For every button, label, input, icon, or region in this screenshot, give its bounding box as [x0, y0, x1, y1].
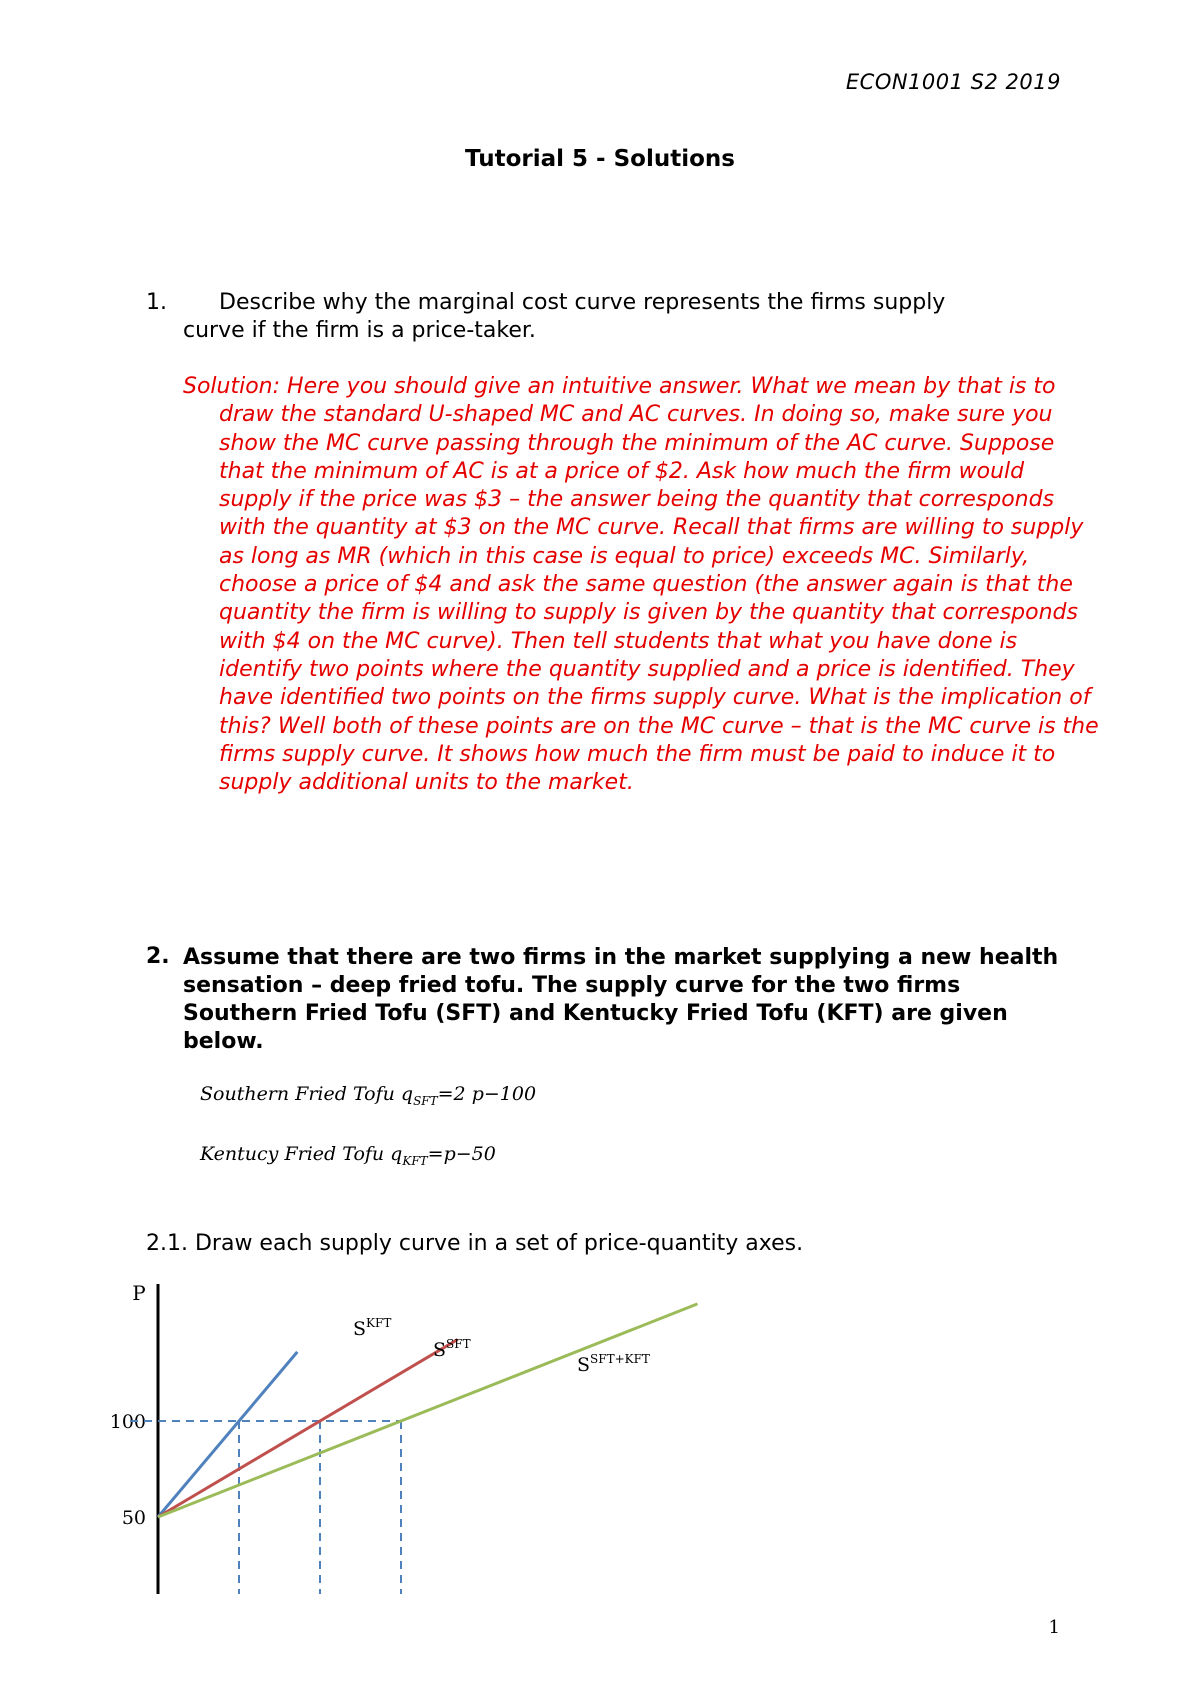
q1-solution-text: Solution: Here you should give an intuitive answer. What we mean by that is to draw the standard U-shaped MC and AC curves. In doing so, make sure you show the MC curve passing through the minimum of the AC curve. Suppose that the minimum of AC is at a price of $2. Ask how much the firm would supply if the price was $3 – the answer being the quantity that corresponds with the quantity at $3 on the MC curve. Recall that firms are willing to supply as long as MR (which in this case is equal to price) exceeds MC. Similarly, choose a price of $4 and ask the same question (the answer again is that the quantity the firm is willing to supply is given by the quantity that corresponds with $4 on the MC curve). Then tell students that what you have done is identify two points where the quantity supplied and a price is identified. They have identified two points on the firms supply curve. What is the implication of this? Well both of these points are on the MC curve – that is the MC curve is the firms supply curve. It shows how much the firm must be paid to induce it to supply additional units to the market. [183, 374, 1099, 796]
equation-sft-label: Southern Fried Tofu q [200, 1083, 414, 1105]
q2-line2: sensation – deep fried tofu. The supply curve for the two firms [183, 973, 961, 998]
q1-text-line2: curve if the firm is a price-taker. [183, 318, 536, 343]
chart-layer [110, 1281, 698, 1594]
q2-line1: Assume that there are two firms in the market supplying a new health [183, 945, 1059, 970]
page-title: Tutorial 5 - Solutions [465, 146, 735, 172]
equation-sft-sub: SFT [413, 1093, 438, 1108]
q2-line3: Southern Fried Tofu (SFT) and Kentucky Fried Tofu (KFT) are given [183, 1001, 1008, 1026]
series-label-sup: KFT [366, 1316, 392, 1330]
q21-text: 2.1. Draw each supply curve in a set of price-quantity axes. [146, 1231, 804, 1256]
y-tick-label: 100 [109, 1411, 146, 1433]
q1-number: 1. [146, 290, 167, 315]
page-number: 1 [1048, 1617, 1060, 1638]
series-line-sft [158, 1339, 458, 1517]
q2-line4: below. [183, 1029, 264, 1054]
series-label-sft: $S^{SFT}$ [433, 1337, 471, 1361]
equation-kft-label: Kentucy Fried Tofu q [200, 1143, 403, 1165]
series-label-kft: $S^{KFT}$ [353, 1316, 392, 1340]
equation-kft-sub: KFT [402, 1153, 428, 1168]
series-label-sft-kft: $S^{SFT+KFT}$ [577, 1352, 650, 1376]
q1-text-line1: Describe why the marginal cost curve represents the firms supply [219, 290, 946, 315]
series-line-sft-kft [158, 1304, 697, 1517]
y-tick-label: 50 [121, 1507, 146, 1529]
course-header: ECON1001 S2 2019 [845, 70, 1061, 94]
q2-number: 2. [146, 944, 170, 969]
series-label-sup: SFT [446, 1337, 471, 1351]
series-label-sup: SFT+KFT [590, 1352, 650, 1366]
equation-kft-rhs: =p−50 [427, 1143, 496, 1165]
y-axis-label: P [132, 1281, 146, 1305]
series-line-kft [158, 1352, 297, 1517]
equation-sft-rhs: =2 p−100 [437, 1083, 537, 1105]
